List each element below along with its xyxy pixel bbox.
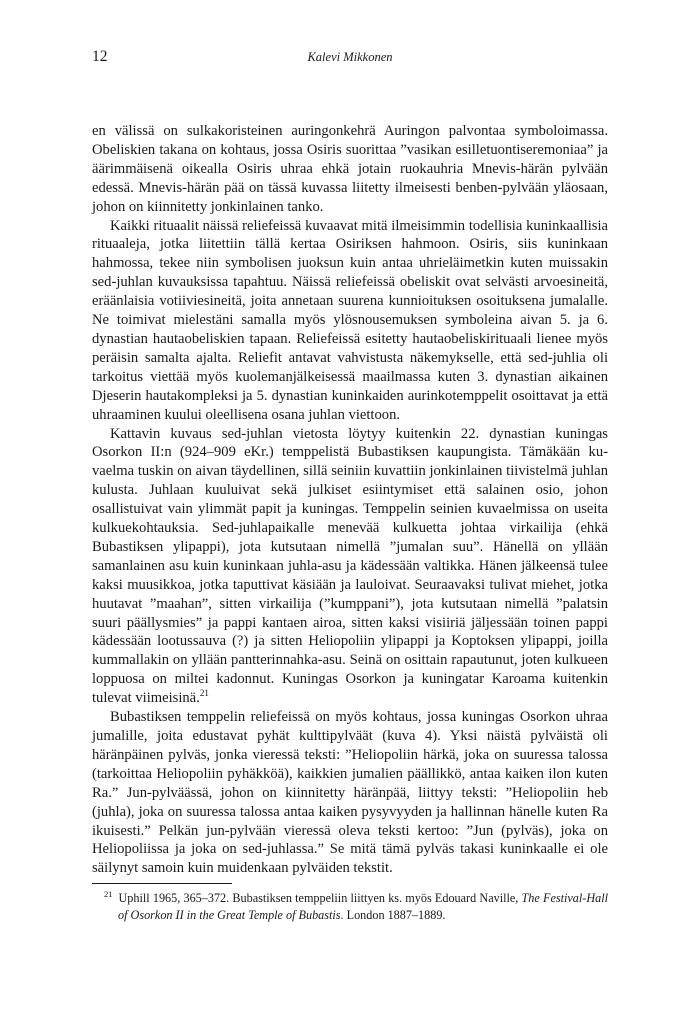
footnote-body — [92, 890, 608, 923]
footnote-italic-title: The Festival-Hall of Osorkon II in the Great Temple of Bubastis — [118, 891, 608, 922]
running-head-author: Kalevi Mikkonen — [307, 50, 393, 64]
footnote — [92, 890, 608, 923]
footnote-text-before: Uphill 1965, 365–372. Bubastiksen temppeliin liittyen ks. myös Edouard Naville, — [118, 891, 522, 905]
paragraph-3-text: Kattavin kuvaus sed-juhlan vietosta löytyy kuitenkin 22. dynastian kuningas Osorkon II:n (924–909 eKr.) temppelistä Bubastiksen kaupungista. Tämäkään kuvaelma tuskin on aivan täydellinen, sillä seiniin kuvattiin jonkinlainen tiivistelmä juhlan kulusta. Juhlaan kuuluivat sekä julkiset esiintymiset että salainen osio, johon osallistuivat vain ylimmät papit ja kuningas. Temppelin seinien kuvaelmissa on useita kulkuekohtauksia. Sed-juhlapaikalle menevää kulkuetta johtaa virkailija (ehkä Bubastiksen ylipappi), jota kutsutaan nimellä ”jumalan suu”. Hänellä on yllään samanlainen asu kuin kuninkaan juhla-asu ja kädessään valtikka. Hänen jälkeensä tulee kaksi muusikkoa, jotka taputtivat käsiään ja lauloivat. Seuraavaksi tulivat miehet, jotka huutavat ”maahan”, sitten virkailija (”kumppani”), jota kutsutaan nimellä ”palatsin suuri päällysmies” ja pappi kantaen airoa, sitten kaksi visiiriä jäljessään toinen pappi kädessään lootussauva (?) ja sitten Heliopoliin ylipappi ja Koptoksen ylipappi, joilla kummallakin on yllään pantterinnahka-asu. Seinä on osittain rapautunut, joten kulkueen loppuosa on miltei kadonnut. Kuningas Osorkon ja kuningatar Karoama kuitenkin tulevat viimeisinä. — [92, 425, 608, 707]
footnote-divider — [92, 883, 232, 884]
footnote-text-after: . London 1887–1889. — [340, 907, 446, 922]
page-number: 12 — [92, 48, 108, 65]
paragraph-3 — [92, 425, 608, 709]
footnote-number: 21 — [104, 888, 113, 899]
body-text — [92, 122, 608, 878]
paragraph-2: Kaikki rituaalit näissä reliefeissä kuvaavat mitä ilmeisimmin todellisia kuninkaallisia rituaaleja, jotka liitettiin tällä kertaa Osiriksen hahmoon. Osiris, siis kuninkaan hahmossa, tekee niin symbolisen juoksun kuin antaa uhrieläimetkin kuten muissakin sed-juhlan kuvauksissa tapahtuu. Näissä reliefeissä obeliskit ovat selvästi arvoesineitä, eräänlaisia votiiviesineitä, joita annetaan suurena kunnioituksen osoituksena jumalalle. Ne toimivat mielestäni samalla myös ylösnousemuksen symboleina aivan 5. ja 6. dynastian hautaobeliskien tapaan. Reliefeissä esitetty hautaobeliskirituaali lienee myös peräisin samalta ajalta. Reliefit antavat vahvistusta näkemykselle, että sed-juhlia oli tarkoitus viettää myös kuolemanjälkeisessä maailmassa kuten 3. dynastian aikainen Djeserin hautakompleksi ja 5. dynastian kuninkaiden aurinkotemppelit osoittavat ja että uhraaminen kuului oleellisena osana juhlan viettoon. — [92, 217, 608, 423]
paragraph-1: en välissä on sulkakoristeinen auringonkehrä Auringon palvontaa symboloimassa. Obeliskien takana on kohtaus, jossa Osiris suorittaa ”vasikan esilletuontiseremoniaa” ja äärimmäisenä oikealla Osiris uhraa ehkä jotain ruokauhria Mnevis-härän pylvään edessä. Mnevis-härän pää on tässä kuvassa liitetty ilmeisesti benben-pylvään yläosaan, johon on kiinnitetty jonkinlainen tanko. — [92, 123, 608, 215]
paragraph-4: Bubastiksen temppelin reliefeissä on myös kohtaus, jossa kuningas Osorkon uhraa jumalille, joita edustavat pyhät kulttipylväät (kuva 4). Yksi näistä pylväistä oli häränpäinen pylväs, jonka vieressä teksti: ”Heliopoliin härkä, joka on suuressa talossa (tarkoittaa Heliopoliin pyhäkköä), kaikkien jumalien päällikkö, antaa kaiken ilon kuten Ra.” Jun-pylväässä, johon on kiinnitetty häränpää, liittyy teksti: ”Heliopoliin heb (juhla), joka on suuressa talossa antaa kaiken pysyvyyden ja hallinnan hänelle kuten Ra ikuisesti.” Pelkän jun-pylvään vieressä oleva teksti kertoo: ”Jun (pylväs), joka on Heliopoliissa ja joka on sed-juhlassa.” Se mitä tämä pylväs takasi kuninkaalle ei ole säilynyt samoin kuin muidenkaan pylväiden tekstit. — [92, 709, 608, 877]
page-header — [92, 48, 608, 70]
footnote-reference[interactable]: 21 — [199, 688, 209, 699]
